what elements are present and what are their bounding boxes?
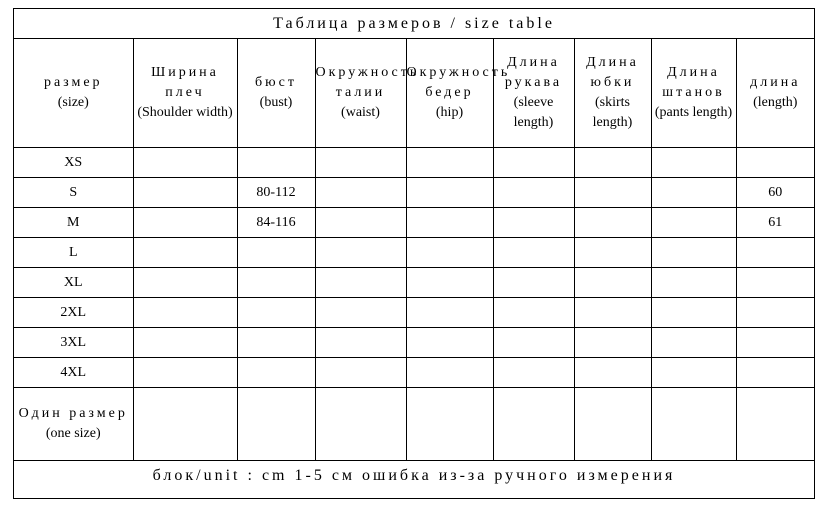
cell-length: 60 bbox=[736, 178, 814, 208]
cell-hip bbox=[406, 268, 493, 298]
header-waist bbox=[315, 39, 420, 148]
header-length-ru: длина bbox=[750, 75, 801, 90]
cell-length bbox=[736, 328, 814, 358]
table-row bbox=[14, 208, 814, 238]
size-table bbox=[14, 9, 814, 491]
header-skirt-en: (skirts length) bbox=[592, 95, 633, 130]
footer-note: блок/unit : cm 1-5 см ошибка из-за ручного измерения bbox=[14, 461, 814, 492]
cell-waist bbox=[315, 358, 406, 388]
cell-length bbox=[736, 148, 814, 178]
cell-bust bbox=[237, 268, 315, 298]
table-row bbox=[14, 238, 814, 268]
cell-pants bbox=[651, 178, 736, 208]
cell-length bbox=[736, 358, 814, 388]
cell-hip bbox=[406, 328, 493, 358]
cell-waist bbox=[315, 388, 406, 461]
cell-bust: 84-116 bbox=[237, 208, 315, 238]
cell-waist bbox=[315, 208, 406, 238]
table-row bbox=[14, 148, 814, 178]
header-hip-ru: Окружность бедер bbox=[406, 65, 511, 100]
cell-shoulder bbox=[133, 268, 237, 298]
cell-pants bbox=[651, 388, 736, 461]
header-shoulder-ru: Ширина плеч bbox=[151, 65, 219, 100]
header-skirt bbox=[574, 39, 651, 148]
header-size-ru: размер bbox=[43, 75, 103, 90]
header-pants bbox=[651, 39, 736, 148]
header-waist-ru: Окружность талии bbox=[315, 65, 420, 100]
cell-waist bbox=[315, 328, 406, 358]
cell-pants bbox=[651, 328, 736, 358]
table-row bbox=[14, 298, 814, 328]
header-bust bbox=[237, 39, 315, 148]
cell-skirt bbox=[574, 178, 651, 208]
cell-length bbox=[736, 388, 814, 461]
size-table-sheet bbox=[13, 8, 815, 499]
cell-skirt bbox=[574, 328, 651, 358]
header-size bbox=[14, 39, 133, 148]
cell-shoulder bbox=[133, 148, 237, 178]
cell-length bbox=[736, 238, 814, 268]
cell-waist bbox=[315, 298, 406, 328]
cell-pants bbox=[651, 268, 736, 298]
cell-hip bbox=[406, 148, 493, 178]
table-title: Таблица размеров / size table bbox=[14, 9, 814, 39]
header-row bbox=[14, 39, 814, 148]
cell-size: M bbox=[14, 208, 133, 238]
header-sleeve-en: (sleeve length) bbox=[513, 95, 554, 130]
header-sleeve bbox=[493, 39, 574, 148]
cell-skirt bbox=[574, 208, 651, 238]
cell-bust: 80-112 bbox=[237, 178, 315, 208]
cell-size: S bbox=[14, 178, 133, 208]
table-row bbox=[14, 358, 814, 388]
cell-skirt bbox=[574, 358, 651, 388]
cell-shoulder bbox=[133, 238, 237, 268]
cell-pants bbox=[651, 358, 736, 388]
cell-length bbox=[736, 298, 814, 328]
cell-waist bbox=[315, 148, 406, 178]
cell-bust bbox=[237, 328, 315, 358]
table-row bbox=[14, 328, 814, 358]
cell-bust bbox=[237, 298, 315, 328]
cell-length bbox=[736, 268, 814, 298]
title-row bbox=[14, 9, 814, 39]
cell-size: 4XL bbox=[14, 358, 133, 388]
cell-sleeve bbox=[493, 208, 574, 238]
cell-shoulder bbox=[133, 388, 237, 461]
cell-size: XS bbox=[14, 148, 133, 178]
cell-hip bbox=[406, 178, 493, 208]
cell-waist bbox=[315, 268, 406, 298]
header-size-en: (size) bbox=[57, 95, 89, 110]
cell-sleeve bbox=[493, 328, 574, 358]
cell-pants bbox=[651, 208, 736, 238]
header-hip bbox=[406, 39, 511, 148]
cell-skirt bbox=[574, 148, 651, 178]
table-row bbox=[14, 268, 814, 298]
cell-hip bbox=[406, 208, 493, 238]
cell-sleeve bbox=[493, 268, 574, 298]
cell-skirt bbox=[574, 298, 651, 328]
header-sleeve-ru: Длина рукава bbox=[504, 55, 563, 90]
cell-skirt bbox=[574, 388, 651, 461]
cell-bust bbox=[237, 148, 315, 178]
cell-one-size bbox=[14, 388, 133, 461]
cell-shoulder bbox=[133, 328, 237, 358]
header-pants-en: (pants length) bbox=[654, 105, 733, 120]
cell-sleeve bbox=[493, 298, 574, 328]
cell-bust bbox=[237, 238, 315, 268]
cell-pants bbox=[651, 238, 736, 268]
cell-size: L bbox=[14, 238, 133, 268]
cell-skirt bbox=[574, 238, 651, 268]
cell-sleeve bbox=[493, 148, 574, 178]
header-bust-en: (bust) bbox=[259, 95, 293, 110]
cell-sleeve bbox=[493, 388, 574, 461]
cell-bust bbox=[237, 388, 315, 461]
header-shoulder-en: (Shoulder width) bbox=[137, 105, 233, 120]
cell-size: 3XL bbox=[14, 328, 133, 358]
cell-waist bbox=[315, 238, 406, 268]
cell-hip bbox=[406, 358, 493, 388]
one-size-ru: Один размер bbox=[18, 406, 128, 421]
header-length-en: (length) bbox=[753, 95, 798, 110]
header-bust-ru: бюст bbox=[255, 75, 297, 90]
one-size-row bbox=[14, 388, 814, 461]
cell-sleeve bbox=[493, 238, 574, 268]
cell-shoulder bbox=[133, 358, 237, 388]
header-waist-en: (waist) bbox=[341, 105, 380, 120]
cell-length: 61 bbox=[736, 208, 814, 238]
cell-pants bbox=[651, 298, 736, 328]
header-pants-ru: Длина штанов bbox=[662, 65, 725, 100]
cell-sleeve bbox=[493, 178, 574, 208]
cell-bust bbox=[237, 358, 315, 388]
cell-hip bbox=[406, 298, 493, 328]
cell-shoulder bbox=[133, 178, 237, 208]
cell-shoulder bbox=[133, 208, 237, 238]
header-length bbox=[736, 39, 814, 148]
cell-shoulder bbox=[133, 298, 237, 328]
header-hip-en: (hip) bbox=[435, 105, 464, 120]
cell-size: XL bbox=[14, 268, 133, 298]
header-skirt-ru: Длина юбки bbox=[586, 55, 639, 90]
footer-row bbox=[14, 461, 814, 492]
table-row bbox=[14, 178, 814, 208]
cell-hip bbox=[406, 238, 493, 268]
one-size-en: (one size) bbox=[45, 426, 101, 441]
cell-skirt bbox=[574, 268, 651, 298]
cell-size: 2XL bbox=[14, 298, 133, 328]
cell-waist bbox=[315, 178, 406, 208]
cell-hip bbox=[406, 388, 493, 461]
header-shoulder bbox=[133, 39, 237, 148]
cell-pants bbox=[651, 148, 736, 178]
cell-sleeve bbox=[493, 358, 574, 388]
